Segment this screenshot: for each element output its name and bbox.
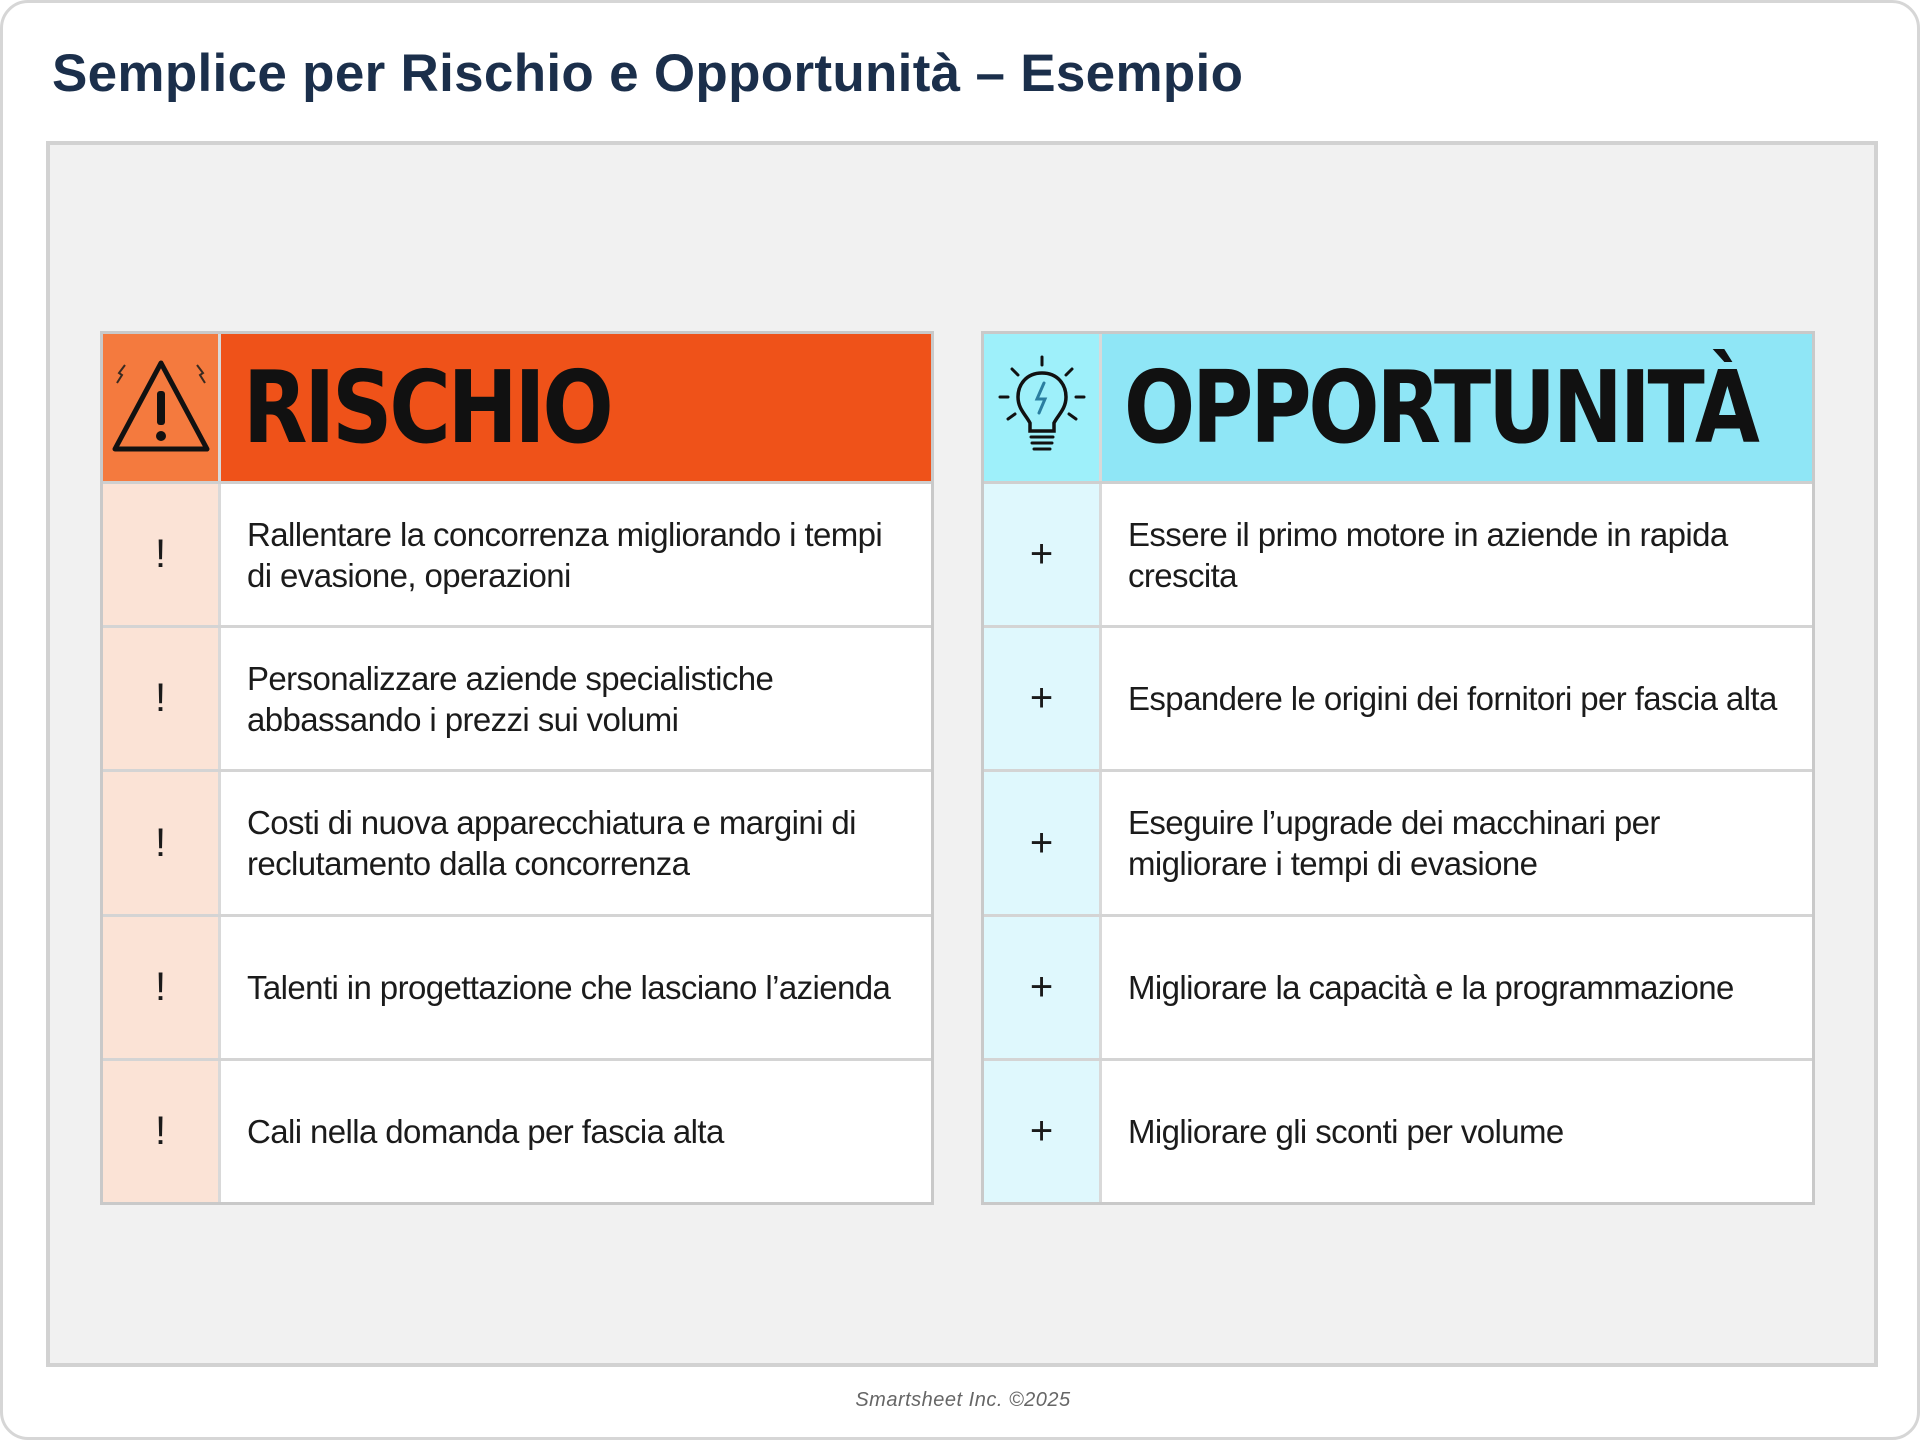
list-item: [984, 1061, 1812, 1202]
risk-heading: RISCHIO: [242, 349, 611, 466]
opportunity-item-text: Eseguire l’upgrade dei macchinari per migliorare i tempi di evasione: [1128, 804, 1660, 882]
opportunity-list: [984, 484, 1812, 1202]
opportunity-marker: +: [984, 1061, 1102, 1202]
risk-item-text: Cali nella domanda per fascia alta: [247, 1112, 724, 1150]
opportunity-item-text: Espandere le origini dei fornitori per fascia alta: [1128, 680, 1777, 718]
list-item: [984, 628, 1812, 772]
opportunity-icon-cell: [984, 334, 1102, 481]
risk-marker: !: [103, 484, 221, 625]
list-item: [984, 484, 1812, 628]
opportunity-marker: +: [984, 917, 1102, 1058]
risk-item-text: Rallentare la concorrenza migliorando i tempi di evasione, operazioni: [247, 515, 883, 594]
opportunity-header: [984, 334, 1812, 484]
page-title: Semplice per Rischio e Opportunità – Esempio: [52, 44, 1244, 103]
opportunity-item-text: Essere il primo motore in aziende in rapida crescita: [1128, 515, 1728, 594]
opportunity-marker: +: [984, 484, 1102, 625]
risk-item-text: Costi di nuova apparecchiatura e margini di reclutamento dalla concorrenza: [247, 804, 856, 882]
risk-marker: !: [103, 628, 221, 769]
list-item: [103, 917, 931, 1061]
list-item: [984, 772, 1812, 916]
opportunity-item-text: Migliorare gli sconti per volume: [1128, 1112, 1564, 1150]
risk-card: [100, 331, 934, 1205]
list-item: [103, 628, 931, 772]
list-item: [984, 917, 1812, 1061]
risk-icon-cell: [103, 334, 221, 481]
risk-item-text: Personalizzare aziende specialistiche abbassando i prezzi sui volumi: [247, 659, 774, 738]
risk-header: [103, 334, 931, 484]
risk-marker: !: [103, 1061, 221, 1202]
warning-triangle-icon: [109, 353, 213, 463]
risk-marker: !: [103, 772, 221, 913]
footer-copyright: Smartsheet Inc. ©2025: [855, 1389, 1071, 1411]
risk-list: [103, 484, 931, 1202]
risk-item-text: Talenti in progettazione che lasciano l’azienda: [247, 968, 891, 1006]
risk-marker: !: [103, 917, 221, 1058]
opportunity-card: [981, 331, 1815, 1205]
opportunity-heading: OPPORTUNITÀ: [1123, 349, 1757, 466]
list-item: [103, 1061, 931, 1202]
opportunity-item-text: Migliorare la capacità e la programmazione: [1128, 968, 1734, 1006]
list-item: [103, 484, 931, 628]
opportunity-marker: +: [984, 628, 1102, 769]
list-item: [103, 772, 931, 916]
opportunity-marker: +: [984, 772, 1102, 913]
lightbulb-icon: [994, 353, 1090, 463]
